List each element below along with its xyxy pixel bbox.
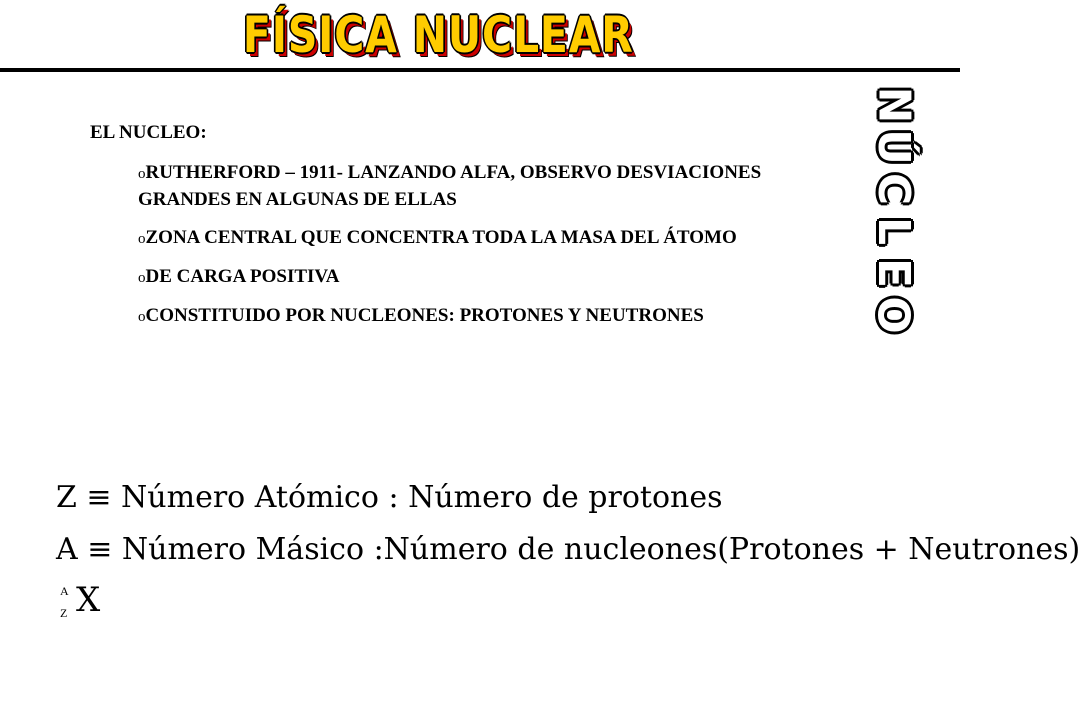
list-item-text: ZONA CENTRAL QUE CONCENTRA TODA LA MASA DEL ÁTOMO: [145, 227, 737, 248]
list-item-text: RUTHERFORD – 1911- LANZANDO ALFA, OBSERVO DESVIACIONES GRANDES EN ALGUNAS DE ELLAS: [138, 162, 762, 210]
formula-atomic-number: Z ≡ Número Atómico : Número de protones: [56, 480, 723, 515]
list-item-text: DE CARGA POSITIVA: [145, 266, 340, 287]
list-item: [138, 225, 778, 252]
vertical-letter: L: [867, 216, 919, 246]
nuclide-notation: [56, 580, 116, 626]
list-item: [138, 264, 778, 291]
vertical-word-nucleo: [862, 84, 924, 336]
list-item-text: CONSTITUIDO POR NUCLEONES: PROTONES Y NEUTRONES: [145, 305, 704, 326]
title-divider: [0, 68, 960, 72]
vertical-letter: N: [867, 86, 919, 124]
list-item: [138, 303, 778, 330]
list-item: [138, 160, 778, 213]
mass-number-superscript: A: [60, 584, 69, 598]
bullet-marker: o: [138, 270, 146, 286]
bullet-marker: o: [138, 231, 146, 247]
vertical-letter: C: [867, 172, 919, 206]
vertical-letter: E: [868, 257, 919, 289]
bullet-marker: o: [138, 166, 146, 182]
element-symbol: X: [76, 580, 101, 620]
vertical-letter: O: [868, 296, 919, 334]
atomic-number-subscript: Z: [60, 606, 68, 620]
bullet-list: [138, 160, 778, 342]
vertical-letter: Ú: [867, 129, 919, 165]
section-heading: EL NUCLEO:: [90, 122, 207, 143]
formula-mass-number: A ≡ Número Másico :Número de nucleones(Protones + Neutrones): [56, 532, 1080, 567]
slide-title: FÍSICA NUCLEAR: [242, 6, 634, 64]
bullet-marker: o: [138, 309, 146, 325]
